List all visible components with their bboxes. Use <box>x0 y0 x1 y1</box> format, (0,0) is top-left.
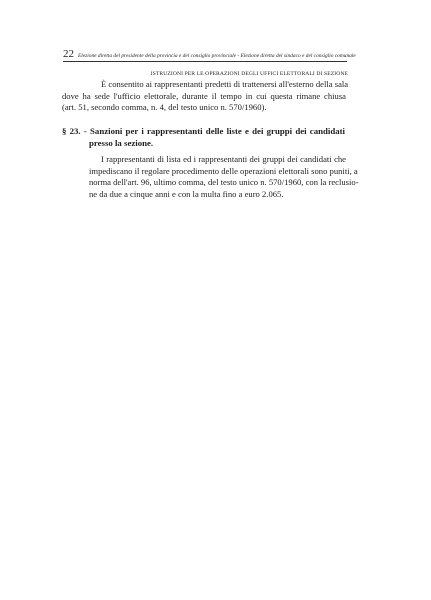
running-header <box>78 44 356 80</box>
paragraph-line: (art. 51, secondo comma, n. 4, del testo unico n. 570/1960). <box>62 102 267 113</box>
paragraph-line: È consentito ai rappresentanti predetti di trattenersi all'esterno della sala <box>101 79 349 89</box>
running-title-line1: Elezione diretta del presidente della provincia e del consiglio provinciale - Elezione diretta del sindaco e del consiglio comunale <box>78 53 356 59</box>
page-number: 22 <box>63 48 74 60</box>
section-heading <box>62 126 345 149</box>
header-divider <box>63 61 347 62</box>
paragraph-line: I rappresentanti di lista ed i rappresentanti dei gruppi dei candidati che <box>101 154 346 164</box>
paragraph-line: dove ha sede l'ufficio elettorale, durante il tempo in cui questa rimane chiusa <box>62 90 346 101</box>
section-heading-line2: presso la sezione. <box>89 137 154 148</box>
paragraph-sanctions <box>89 154 359 200</box>
paragraph-line: norma dell'art. 96, ultimo comma, del testo unico n. 570/1960, con la reclusio- <box>89 177 359 188</box>
section-heading-line1: § 23. - Sanzioni per i rappresentanti delle liste e dei gruppi dei candidati <box>62 126 345 136</box>
paragraph-line: impediscano il regolare procedimento delle operazioni elettorali sono puniti, a <box>89 165 358 176</box>
paragraph-line: ne da due a cinque anni e con la multa fino a euro 2.065. <box>89 188 284 199</box>
paragraph-access-rule <box>62 79 349 114</box>
running-title-line2: ISTRUZIONI PER LE OPERAZIONI DEGLI UFFICI ELETTORALI DI SEZIONE <box>150 71 348 77</box>
